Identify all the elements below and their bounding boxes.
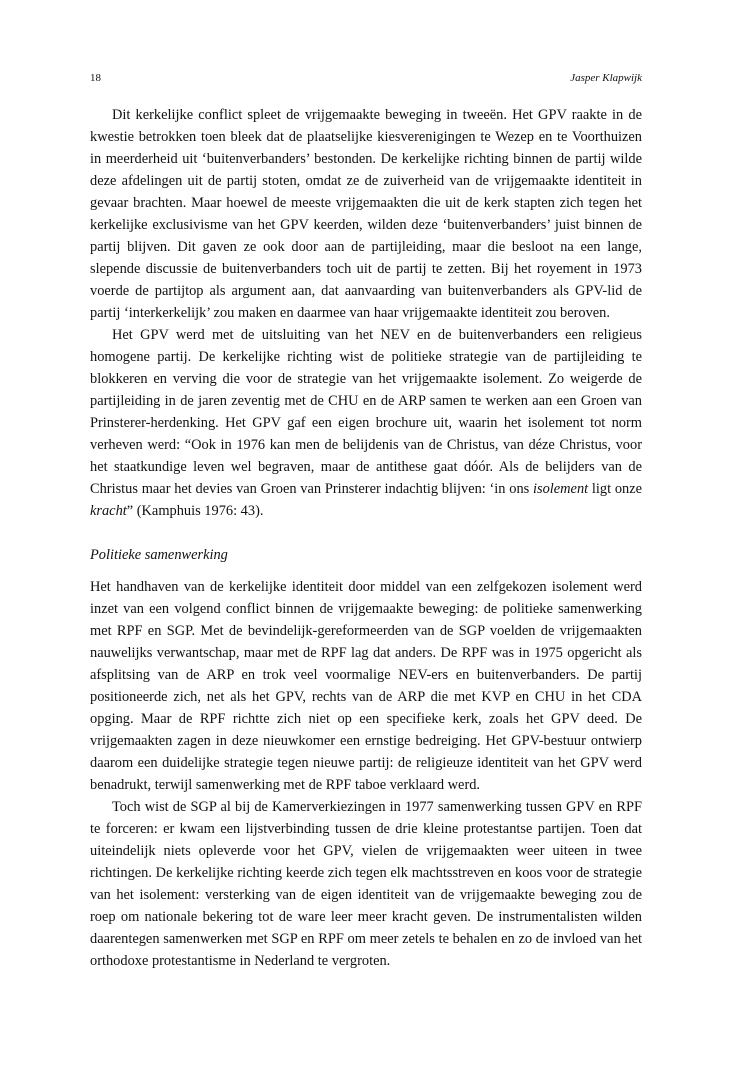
body-text [90, 104, 642, 972]
quote-emphasis-kracht: kracht [90, 503, 127, 519]
page-number: 18 [90, 72, 101, 84]
quote-mid-text: ligt onze [588, 481, 642, 497]
quote-citation: ” (Kamphuis 1976: 43). [126, 503, 264, 519]
section-heading: Politieke samenwerking [90, 547, 228, 563]
running-head: Jasper Klapwijk [570, 72, 642, 84]
page-header [90, 72, 642, 88]
paragraph-3: Het handhaven van de kerkelijke identiteit door middel van een zelfgekozen isolement werd inzet van een volgend conflict binnen de vrijgemaakte beweging: de politieke samenwerking met RPF en SGP. Met de bevindelijk-gereformeerden van de SGP voelden de vrijgemaakten nauwelijks verwantschap, maar met de RPF lag dat anders. De RPF was in 1975 opgericht als afsplitsing van de ARP en trok veel voormalige NEV-ers en buitenverbanders. De partij positioneerde zich, net als het GPV, rechts van de ARP die met KVP en CHU in het CDA opging. Maar de RPF richtte zich niet op een specifieke kerk, zoals het GPV deed. De vrijgemaakten zagen in deze nieuwkomer een ernstige bedreiging. Het GPV-bestuur ontwierp daarom een duidelijke strategie tegen nieuwe partij: de religieuze identiteit van het GPV werd benadrukt, terwijl samenwerking met de RPF taboe verklaard werd. [90, 579, 642, 793]
paragraph-2-text: Het GPV werd met de uitsluiting van het NEV en de buitenverbanders een religieus homogene partij. De kerkelijke richting wist de politieke strategie van de partijleiding te blokkeren en verving die voor de strategie van het vrijgemaakte isolement. Zo weigerde de partijleiding in de jaren zeventig met de CHU en de ARP samen te werken aan een Groen van Prinsterer-herdenking. Het GPV gaf een eigen brochure uit, waarin het isolement tot norm verheven werd: “Ook in 1976 kan men de belijdenis van de Christus, van déze Christus, voor het staatkundige leven wel begraven, maar de antithese gaat dóór. Als de belijders van de Christus maar het devies van Groen van Prinsterer indachtig blijven: ‘in ons [90, 327, 642, 497]
quote-emphasis-isolement: isolement [532, 481, 589, 497]
paragraph-2 [90, 324, 642, 522]
paragraph-1: Dit kerkelijke conflict spleet de vrijgemaakte beweging in tweeën. Het GPV raakte in de kwestie betrokken toen bleek dat de plaatselijke kiesverenigingen te Wezep en te Voorthuizen in meerderheid uit ‘buitenverbanders’ bestonden. De kerkelijke richting binnen de partij wilde deze afdelingen uit de partij stoten, omdat ze de zuiverheid van de vrijgemaakte identiteit in gevaar brachten. Maar hoewel de meeste vrijgemaakten die uit de kerk stapten zich tegen het kerkelijke exclusivisme van het GPV keerden, wilden deze ‘buitenverbanders’ juist binnen de partij blijven. Dit gaven ze ook door aan de partijleiding, maar die besloot na een lange, slepende discussie de buitenverbanders toch uit de partij te zetten. Bij het royement in 1973 voerde de partijtop als argument aan, dat aanvaarding van buitenverbanders als GPV-lid de partij ‘interkerkelijk’ zou maken en daarmee van haar vrijgemaakte identiteit zou beroven. [90, 107, 642, 321]
paragraph-4: Toch wist de SGP al bij de Kamerverkiezingen in 1977 samenwerking tussen GPV en RPF te forceren: er kwam een lijstverbinding tussen de drie kleine protestantse partijen. Toen dat uiteindelijk niets opleverde voor het GPV, vielen de vrijgemaakten weer uiteen in twee richtingen. De kerkelijke richting keerde zich tegen elk machtsstreven en koos voor de strategie van het isolement: versterking van de eigen identiteit van de vrijgemaakte beweging zou de roep om nationale bekering tot de ware leer meer kracht geven. De instrumentalisten wilden daarentegen samenwerken met SGP en RPF om meer zetels te behalen en zo de invloed van het orthodoxe protestantisme in Nederland te vergroten. [90, 799, 642, 969]
